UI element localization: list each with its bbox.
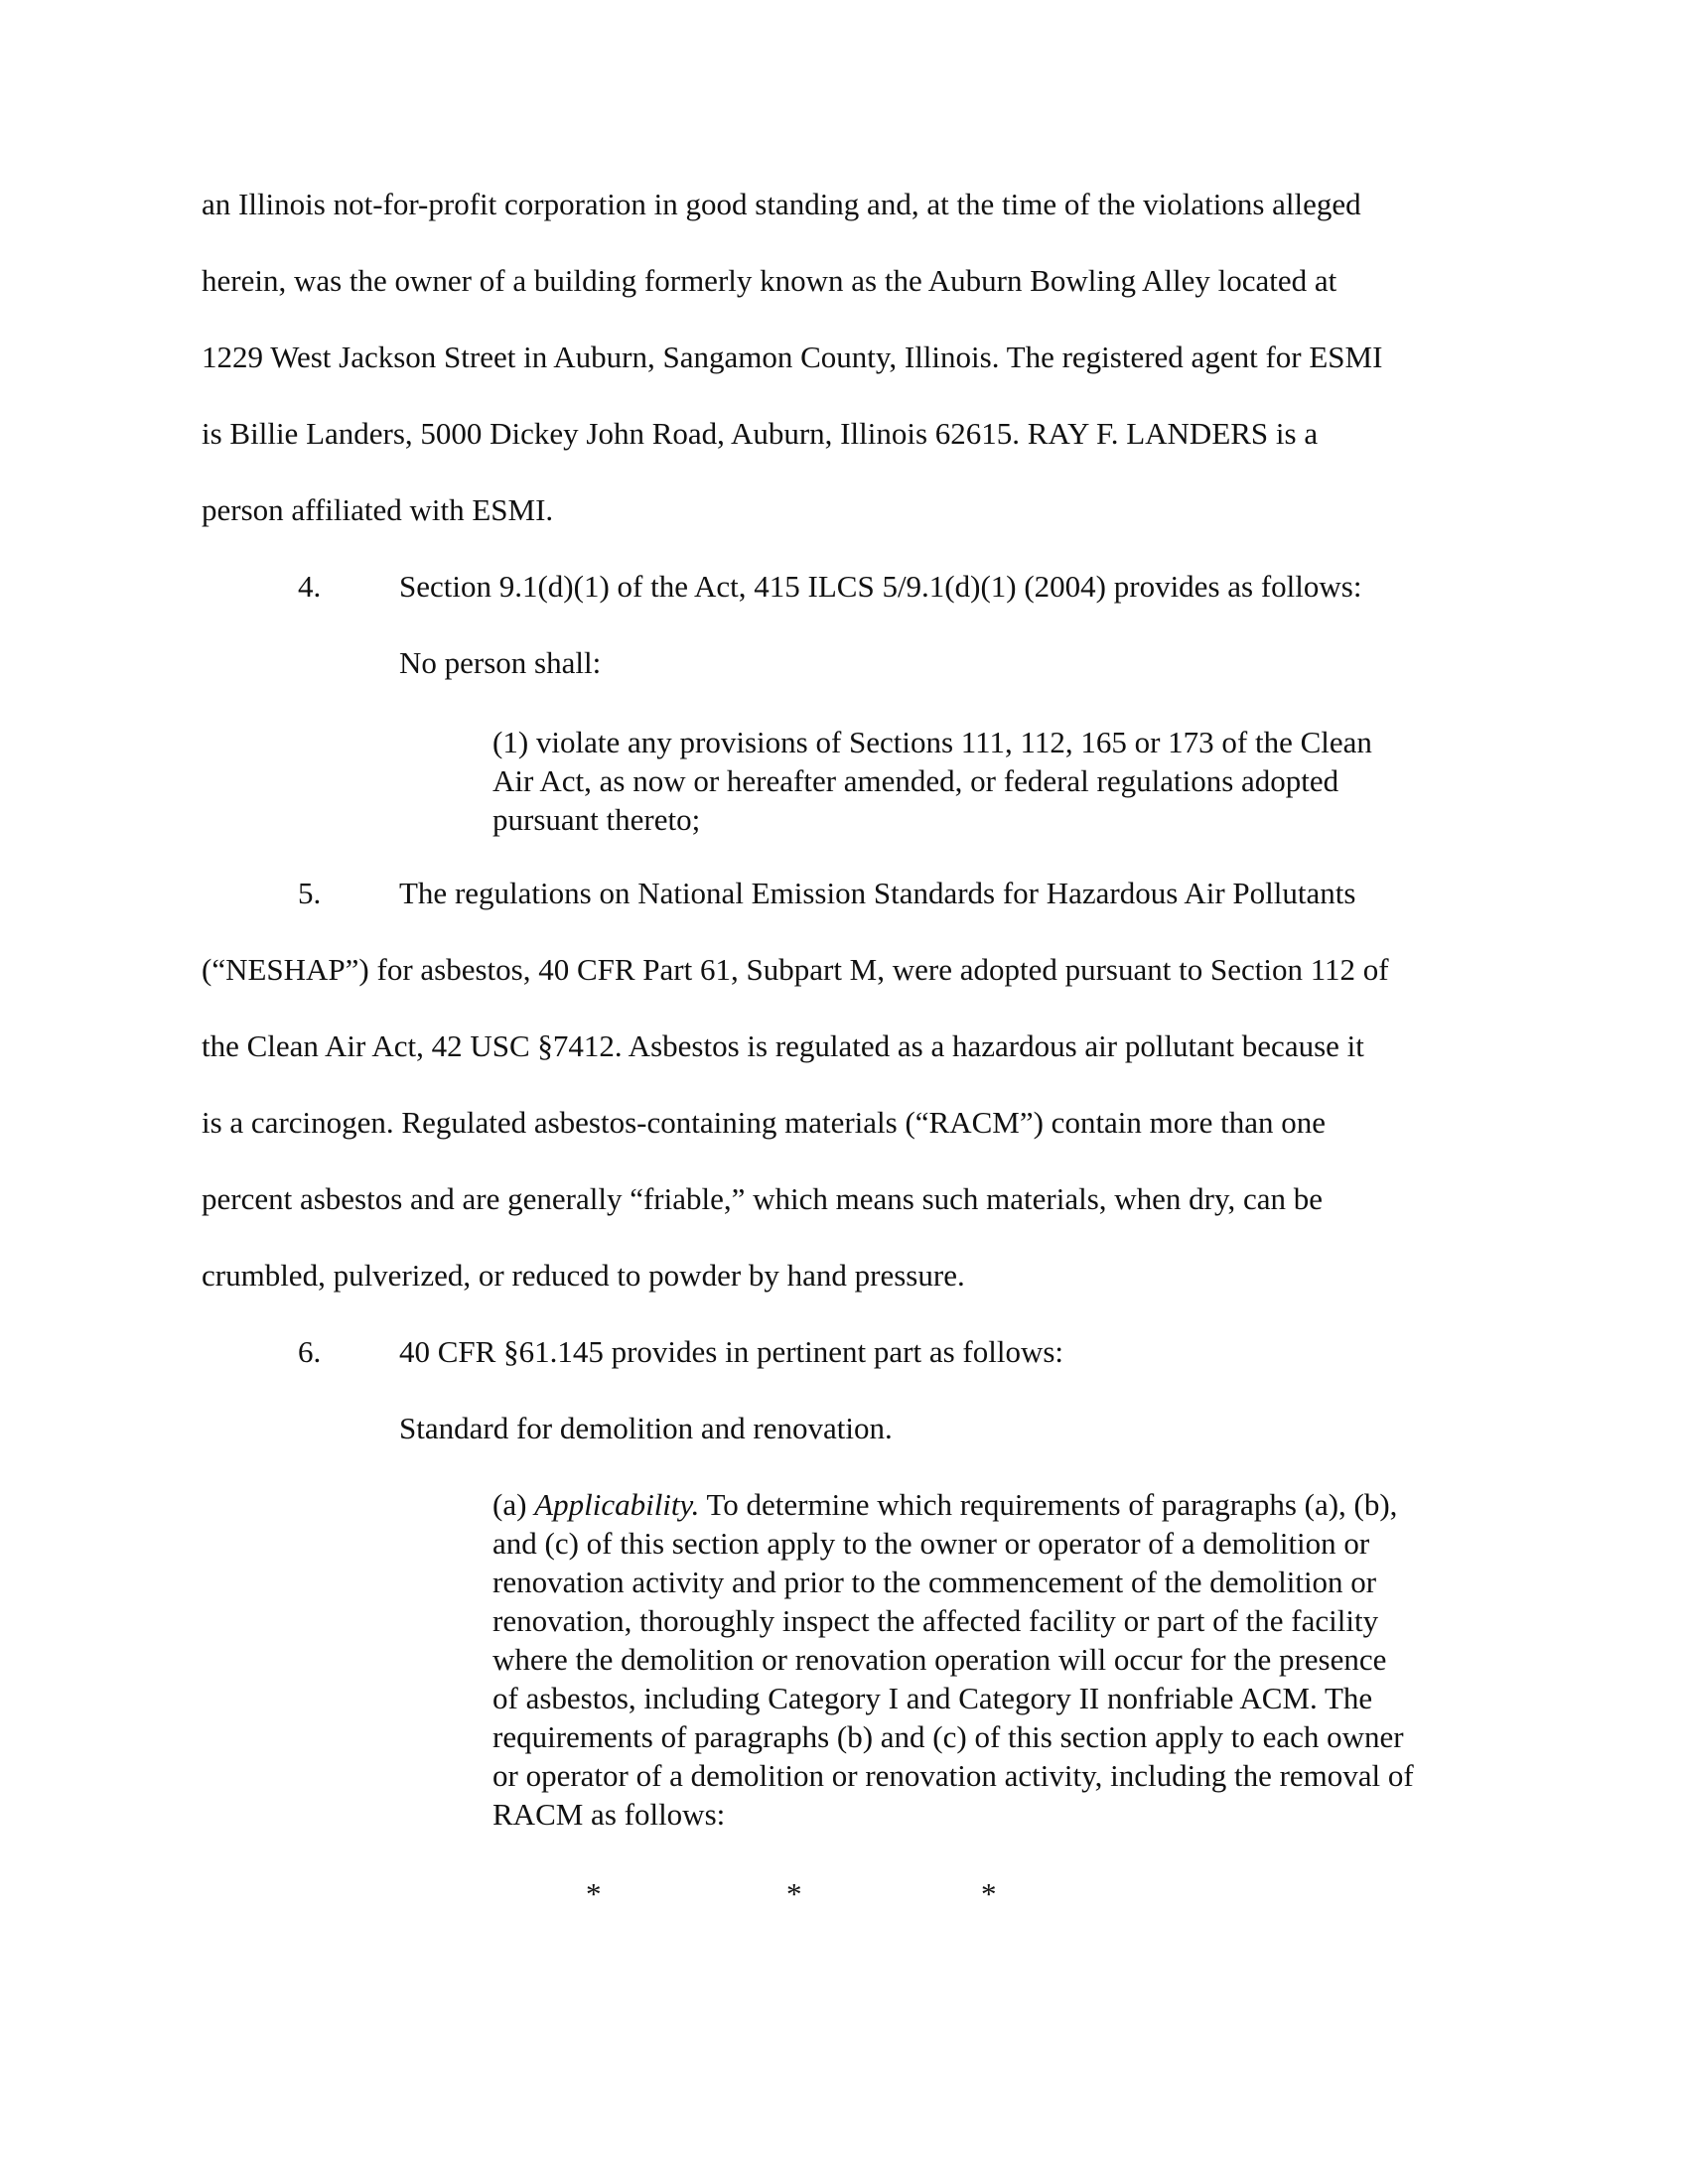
- intro-line-1: an Illinois not-for-profit corporation in good standing and, at the time of the violations alleged: [202, 187, 1361, 221]
- intro-line-3: 1229 West Jackson Street in Auburn, Sangamon County, Illinois. The registered agent for ESMI: [202, 340, 1383, 374]
- ellipsis-star-3: *: [981, 1876, 997, 1911]
- para6-quote-line-7: requirements of paragraphs (b) and (c) of this section apply to each owner: [492, 1719, 1404, 1754]
- ellipsis-star-1: *: [586, 1876, 602, 1911]
- para6-quote-line-6: of asbestos, including Category I and Category II nonfriable ACM. The: [492, 1681, 1373, 1715]
- para6-quote-prefix: (a): [492, 1487, 535, 1522]
- para6-quote-line-1: [492, 1485, 1397, 1524]
- para5-line-6: crumbled, pulverized, or reduced to powder by hand pressure.: [202, 1258, 965, 1293]
- ellipsis-star-2: *: [786, 1876, 802, 1911]
- intro-line-2: herein, was the owner of a building formerly known as the Auburn Bowling Alley located at: [202, 263, 1337, 298]
- paragraph-number-4: 4.: [298, 569, 322, 604]
- para6-quote-line-4: renovation, thoroughly inspect the affected facility or part of the facility: [492, 1603, 1379, 1638]
- para5-line-4: is a carcinogen. Regulated asbestos-containing materials (“RACM”) contain more than one: [202, 1105, 1326, 1140]
- para5-line-3: the Clean Air Act, 42 USC §7412. Asbestos is regulated as a hazardous air pollutant because it: [202, 1028, 1364, 1063]
- paragraph-number-5: 5.: [298, 876, 322, 910]
- para5-line-5: percent asbestos and are generally “friable,” which means such materials, when dry, can be: [202, 1181, 1324, 1216]
- para4-lead: No person shall:: [399, 645, 602, 680]
- intro-line-4: is Billie Landers, 5000 Dickey John Road, Auburn, Illinois 62615. RAY F. LANDERS is a: [202, 416, 1319, 451]
- para6-lead: Standard for demolition and renovation.: [399, 1411, 893, 1445]
- paragraph-number-6: 6.: [298, 1334, 322, 1369]
- para6-quote-line-2: and (c) of this section apply to the owner or operator of a demolition or: [492, 1526, 1370, 1561]
- para6-quote-first-rest: To determine which requirements of paragraphs (a), (b),: [699, 1487, 1398, 1522]
- para5-line-2: (“NESHAP”) for asbestos, 40 CFR Part 61, Subpart M, were adopted pursuant to Section 112 of: [202, 952, 1389, 987]
- para5-first-line: The regulations on National Emission Standards for Hazardous Air Pollutants: [399, 876, 1356, 910]
- para6-text: 40 CFR §61.145 provides in pertinent part as follows:: [399, 1334, 1064, 1369]
- para4-text: Section 9.1(d)(1) of the Act, 415 ILCS 5/9.1(d)(1) (2004) provides as follows:: [399, 569, 1362, 604]
- para6-quote-line-3: renovation activity and prior to the commencement of the demolition or: [492, 1565, 1377, 1599]
- para4-quote-line-3: pursuant thereto;: [492, 802, 701, 837]
- para6-quote-heading-italic: Applicability.: [534, 1487, 700, 1522]
- para6-quote-line-8: or operator of a demolition or renovation activity, including the removal of: [492, 1758, 1414, 1793]
- intro-line-5: person affiliated with ESMI.: [202, 492, 554, 527]
- para4-quote-line-2: Air Act, as now or hereafter amended, or federal regulations adopted: [492, 763, 1339, 798]
- para4-quote-line-1: (1) violate any provisions of Sections 111, 112, 165 or 173 of the Clean: [492, 725, 1372, 759]
- para6-quote-line-5: where the demolition or renovation operation will occur for the presence: [492, 1642, 1387, 1677]
- para6-quote-line-9: RACM as follows:: [492, 1797, 726, 1832]
